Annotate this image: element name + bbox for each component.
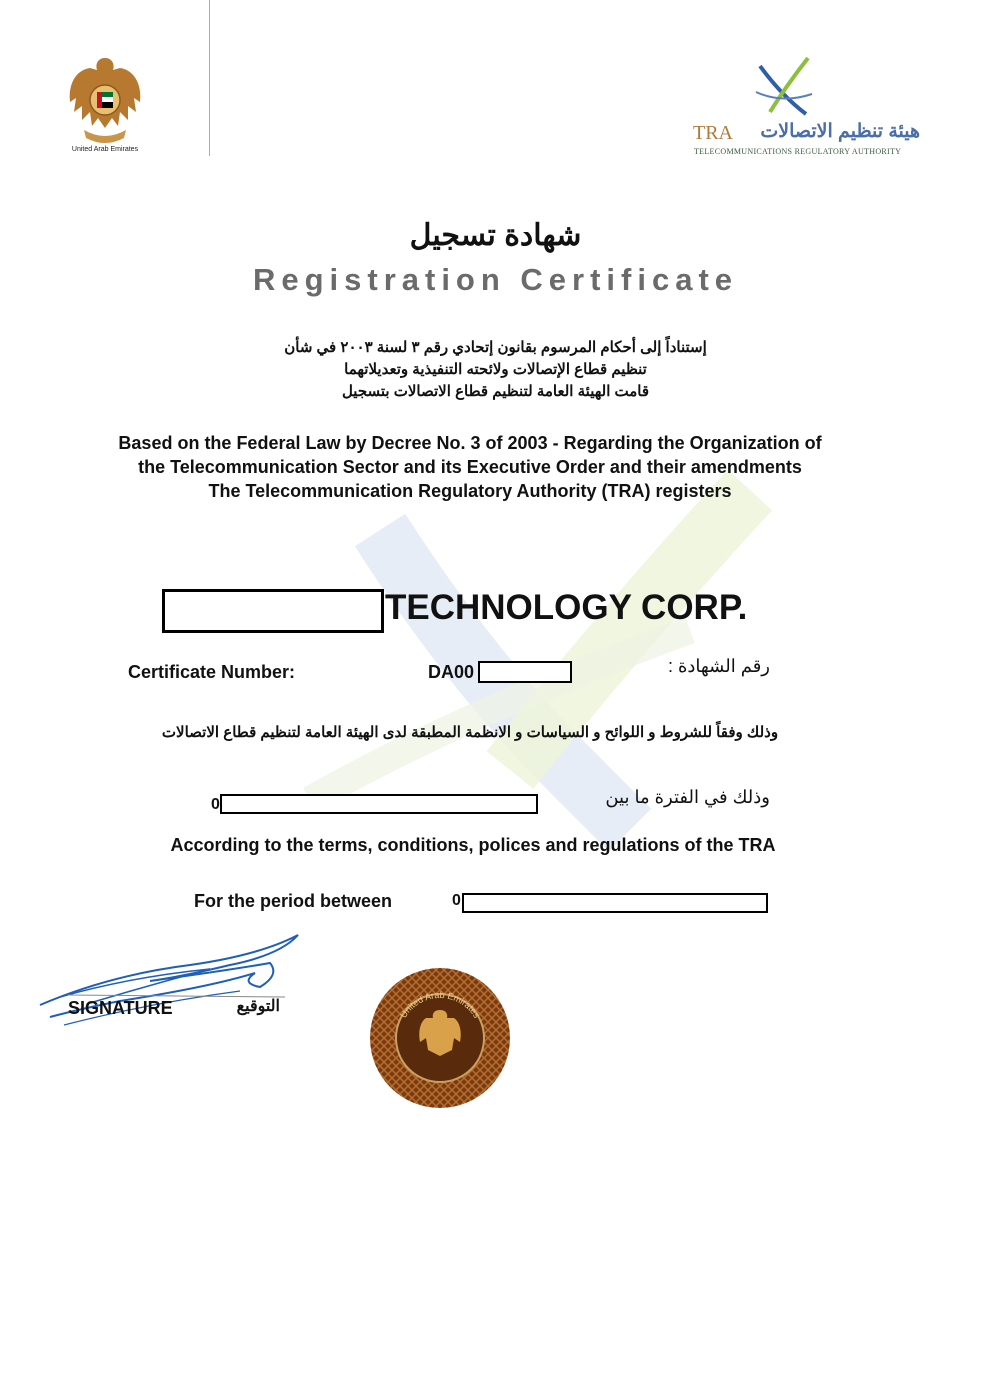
company-name-suffix: TECHNOLOGY CORP.: [385, 588, 748, 627]
preamble-english-line-1: Based on the Federal Law by Decree No. 3 of 2003 - Regarding the Organization of: [118, 433, 822, 453]
preamble-arabic-line-1: إستناداً إلى أحكام المرسوم بقانون إتحادي رقم ٣ لسنة ٢٠٠٣ في شأن: [284, 339, 707, 356]
tra-arabic-name: هيئة تنظيم الاتصالات: [760, 121, 920, 142]
header-divider: [209, 0, 210, 156]
certificate-number-prefix: DA00: [428, 662, 475, 682]
preamble-english-line-3: The Telecommunication Regulatory Authority (TRA) registers: [208, 481, 732, 501]
preamble-arabic-line-2: تنظيم قطاع الإتصالات ولائحته التنفيذية وتعديلاتهما: [344, 361, 647, 378]
terms-english: According to the terms, conditions, polices and regulations of the TRA: [170, 835, 776, 855]
signature-label: SIGNATURE: [68, 998, 173, 1018]
uae-emblem-icon: [62, 50, 148, 158]
tra-abbr: TRA: [693, 122, 733, 144]
period-arabic-redaction: [220, 794, 538, 814]
preamble-english-line-2: the Telecommunication Sector and its Executive Order and their amendments: [138, 457, 802, 477]
period-arabic-prefix: 0: [211, 796, 220, 813]
period-english-label: For the period between: [194, 891, 393, 911]
uae-caption: United Arab Emirates: [71, 146, 139, 153]
company-name-redaction: [162, 589, 384, 633]
terms-arabic: وذلك وفقاً للشروط و اللوائح و السياسات و الانظمة المطبقة لدى الهيئة العامة لتنظيم قطاع الاتصالات: [161, 724, 779, 741]
period-arabic-label: وذلك في الفترة ما بين: [605, 787, 770, 807]
title-english: Registration Certificate: [252, 262, 739, 297]
preamble-arabic-line-3: قامت الهيئة العامة لتنظيم قطاع الاتصالات بتسجيل: [341, 383, 650, 400]
tra-english-name: TELECOMMUNICATIONS REGULATORY AUTHORITY: [694, 147, 902, 156]
period-english-prefix: 0: [452, 892, 461, 909]
seal-text: United Arab Emirates: [398, 989, 482, 1020]
certificate-number-label: Certificate Number:: [128, 662, 296, 682]
period-english-redaction: [462, 893, 768, 913]
hologram-seal-icon: [368, 966, 512, 1110]
certificate-number-redaction: [478, 661, 572, 683]
certificate-number-label-arabic: رقم الشهادة :: [667, 656, 770, 676]
signature-label-arabic: التوقيع: [236, 998, 280, 1015]
title-arabic: شهادة تسجيل: [409, 219, 582, 252]
